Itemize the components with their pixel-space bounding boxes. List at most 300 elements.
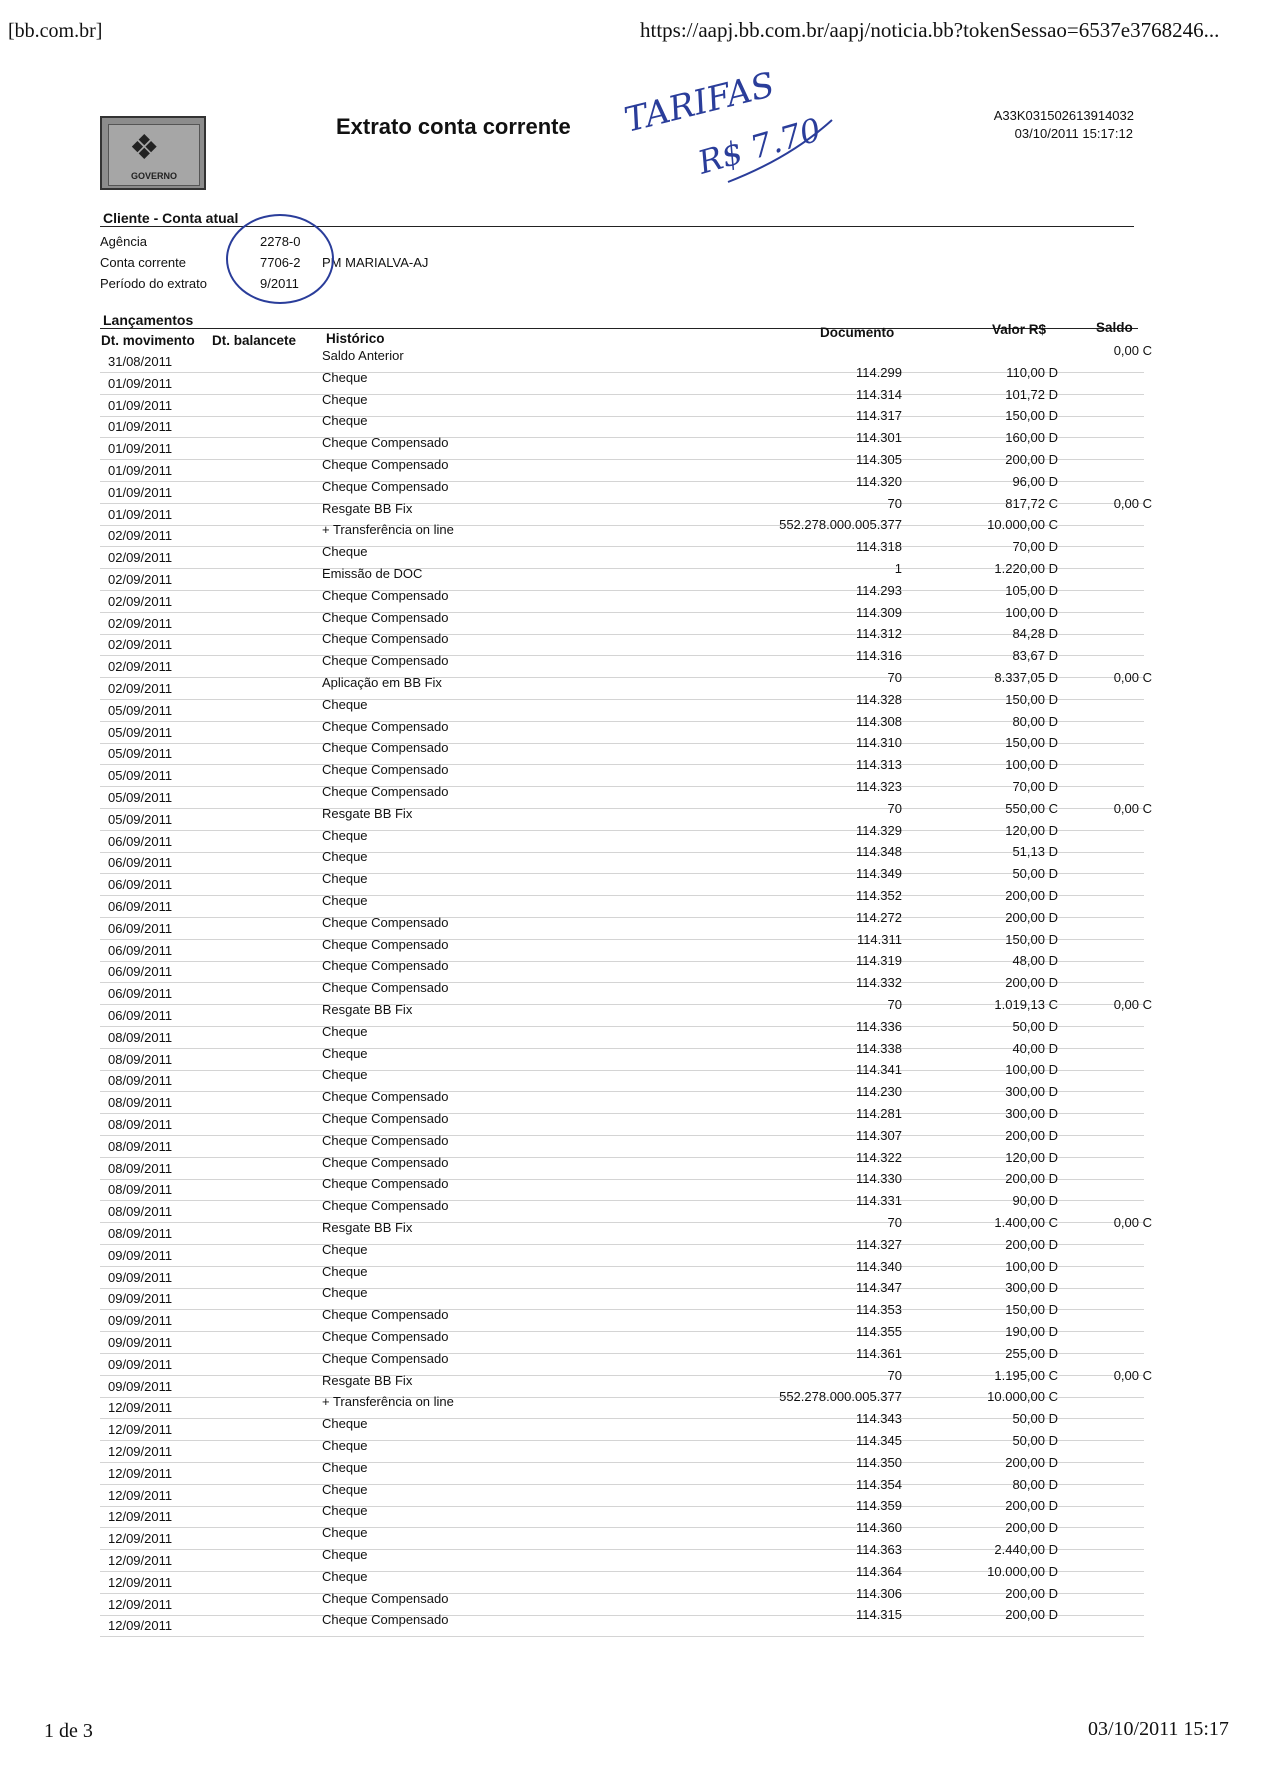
- row-date: 02/09/2011: [108, 550, 173, 566]
- row-historico: Cheque Compensado: [322, 1089, 449, 1105]
- row-documento: 114.363: [855, 1542, 902, 1557]
- table-row: [0, 1236, 1264, 1270]
- row-documento: 70: [887, 495, 902, 511]
- row-historico: Cheque: [322, 1459, 368, 1475]
- row-documento: 114.332: [855, 975, 902, 991]
- row-date: 08/09/2011: [108, 1073, 173, 1089]
- row-valor: 50,00 D: [1012, 1411, 1058, 1427]
- row-valor: 48,00 D: [1012, 953, 1058, 969]
- row-valor: 200,00 D: [1005, 1236, 1058, 1252]
- row-valor: 80,00 D: [1012, 1476, 1058, 1492]
- row-divider: [100, 939, 1144, 940]
- table-row: [0, 757, 1264, 790]
- header-dt-movimento: Dt. movimento: [101, 333, 195, 348]
- row-divider: [100, 721, 1144, 722]
- row-date: 01/09/2011: [108, 397, 173, 413]
- row-documento: 552.278.000.005.377: [779, 517, 902, 533]
- row-date: 01/09/2011: [108, 419, 173, 435]
- row-divider: [100, 1222, 1144, 1223]
- row-date: 08/09/2011: [108, 1029, 173, 1045]
- row-documento: 114.347: [855, 1280, 902, 1296]
- row-date: 02/09/2011: [108, 528, 173, 544]
- table-row: [0, 604, 1264, 638]
- table-row: [0, 1520, 1264, 1553]
- row-documento: 114.314: [855, 386, 902, 402]
- bank-logo-icon: ❖: [129, 129, 160, 167]
- row-documento: 114.327: [855, 1236, 902, 1252]
- row-date: 12/09/2011: [108, 1422, 173, 1438]
- row-valor: 105,00 D: [1005, 582, 1058, 598]
- row-documento: 114.309: [855, 604, 902, 620]
- row-historico: Cheque Compensado: [322, 958, 449, 974]
- row-documento: 114.348: [855, 844, 902, 860]
- table-row: [0, 931, 1264, 965]
- row-divider: [100, 830, 1144, 831]
- row-documento: 114.355: [855, 1324, 902, 1339]
- row-divider: [100, 503, 1144, 504]
- row-valor: 150,00 D: [1005, 691, 1058, 707]
- row-historico: Cheque Compensado: [322, 1612, 449, 1628]
- row-date: 05/09/2011: [108, 790, 173, 805]
- row-historico: + Transferência on line: [322, 522, 454, 538]
- table-row: [0, 1062, 1264, 1095]
- table-row: [0, 1542, 1264, 1575]
- row-documento: 114.301: [855, 430, 902, 446]
- row-date: 06/09/2011: [108, 986, 173, 1002]
- row-date: 06/09/2011: [108, 964, 173, 980]
- row-documento: 114.331: [855, 1193, 902, 1209]
- row-documento: 114.306: [855, 1585, 902, 1601]
- row-date: 12/09/2011: [108, 1531, 173, 1547]
- table-row: [0, 1040, 1264, 1074]
- row-date: 01/09/2011: [108, 441, 173, 457]
- row-documento: 114.341: [855, 1062, 902, 1078]
- row-historico: Cheque Compensado: [322, 478, 449, 494]
- row-valor: 200,00 D: [1005, 975, 1058, 991]
- row-historico: Cheque Compensado: [322, 1329, 449, 1344]
- row-date: 01/09/2011: [108, 375, 173, 391]
- row-date: 01/09/2011: [108, 484, 173, 500]
- row-divider: [100, 1506, 1144, 1507]
- row-valor: 50,00 D: [1012, 1433, 1058, 1448]
- row-date: 05/09/2011: [108, 702, 173, 718]
- row-historico: Cheque: [322, 849, 368, 865]
- row-date: 06/09/2011: [108, 899, 173, 914]
- table-row: [0, 1345, 1264, 1379]
- row-date: 06/09/2011: [108, 855, 173, 871]
- row-divider: [100, 481, 1144, 482]
- row-historico: Cheque Compensado: [322, 1590, 449, 1606]
- row-historico: Resgate BB Fix: [322, 1372, 413, 1388]
- row-documento: 114.338: [855, 1040, 902, 1056]
- row-divider: [100, 1135, 1144, 1136]
- row-valor: 200,00 D: [1005, 888, 1058, 903]
- row-historico: Cheque: [322, 391, 368, 407]
- table-row: [0, 1084, 1264, 1117]
- row-divider: [100, 590, 1144, 591]
- table-row: [0, 975, 1264, 1008]
- row-valor: 200,00 D: [1005, 1454, 1058, 1470]
- row-valor: 200,00 D: [1005, 1171, 1058, 1187]
- row-historico: Cheque: [322, 1023, 368, 1039]
- row-divider: [100, 1288, 1144, 1289]
- row-documento: 114.320: [855, 473, 902, 489]
- row-documento: 70: [887, 997, 902, 1012]
- row-documento: 70: [887, 670, 902, 685]
- row-historico: Emissão de DOC: [322, 566, 423, 581]
- row-divider: [100, 764, 1144, 765]
- row-divider: [100, 1113, 1144, 1114]
- row-date: 06/09/2011: [108, 877, 173, 893]
- table-row: [0, 844, 1264, 877]
- table-row: [0, 364, 1264, 398]
- row-valor: 100,00 D: [1005, 757, 1058, 773]
- header-valor: Valor R$: [992, 322, 1047, 337]
- row-documento: 114.329: [855, 822, 902, 838]
- table-row: [0, 408, 1264, 441]
- table-row: [0, 866, 1264, 899]
- row-date: 12/09/2011: [108, 1618, 173, 1634]
- row-divider: [100, 1593, 1144, 1594]
- row-historico: Cheque: [322, 696, 368, 712]
- row-date: 08/09/2011: [108, 1226, 173, 1241]
- row-valor: 1.400,00 C: [994, 1215, 1058, 1230]
- row-date: 08/09/2011: [108, 1051, 173, 1067]
- row-documento: 114.364: [855, 1563, 902, 1579]
- row-valor: 80,00 D: [1012, 713, 1058, 729]
- row-documento: 114.328: [855, 691, 902, 707]
- row-divider: [100, 786, 1144, 787]
- row-date: 12/09/2011: [108, 1465, 173, 1481]
- table-row: [0, 735, 1264, 768]
- row-valor: 300,00 D: [1005, 1106, 1058, 1121]
- table-row: [0, 953, 1264, 986]
- row-valor: 96,00 D: [1012, 473, 1058, 489]
- row-historico: Saldo Anterior: [322, 348, 404, 363]
- header-saldo: Saldo: [1096, 320, 1133, 335]
- row-historico: Cheque Compensado: [322, 435, 449, 451]
- row-valor: 150,00 D: [1005, 408, 1058, 424]
- row-historico: Cheque: [322, 1263, 368, 1279]
- row-date: 09/09/2011: [108, 1378, 173, 1394]
- header-documento: Documento: [820, 325, 895, 340]
- row-saldo: 0,00 C: [1113, 997, 1152, 1012]
- row-valor: 50,00 D: [1012, 1018, 1058, 1034]
- table-row: [0, 648, 1264, 681]
- table-row: [0, 713, 1264, 747]
- table-row: [0, 997, 1264, 1030]
- handwritten-circle: [226, 214, 334, 304]
- row-historico: Cheque Compensado: [322, 740, 449, 756]
- row-valor: 300,00 D: [1005, 1280, 1058, 1296]
- row-documento: 114.305: [855, 452, 902, 467]
- table-row: [0, 430, 1264, 463]
- row-documento: 114.281: [855, 1106, 902, 1121]
- row-divider: [100, 982, 1144, 983]
- row-documento: 114.360: [855, 1520, 902, 1536]
- row-historico: Cheque Compensado: [322, 784, 449, 799]
- row-divider: [100, 961, 1144, 962]
- table-row: [0, 909, 1264, 943]
- row-valor: 1.195,00 C: [994, 1367, 1058, 1383]
- row-documento: 114.311: [856, 931, 902, 947]
- row-valor: 90,00 D: [1012, 1193, 1058, 1209]
- row-divider: [100, 917, 1144, 918]
- row-divider: [100, 1615, 1144, 1616]
- row-divider: [100, 743, 1144, 744]
- row-valor: 150,00 D: [1005, 931, 1058, 947]
- row-valor: 2.440,00 D: [994, 1542, 1058, 1557]
- agencia-label: Agência: [100, 234, 147, 249]
- row-documento: 114.315: [855, 1607, 902, 1623]
- table-row: [0, 779, 1264, 812]
- row-saldo: 0,00 C: [1113, 1367, 1152, 1383]
- row-historico: Cheque: [322, 1241, 368, 1257]
- row-date: 01/09/2011: [108, 463, 173, 478]
- table-row: [0, 343, 1264, 376]
- row-date: 02/09/2011: [108, 637, 173, 653]
- handwritten-note-line1: TARIFAS: [620, 64, 779, 141]
- handwritten-note: [620, 62, 850, 192]
- row-historico: Cheque Compensado: [322, 457, 449, 472]
- table-row: [0, 561, 1264, 594]
- row-historico: Cheque: [322, 1416, 368, 1432]
- row-historico: Cheque Compensado: [322, 1198, 449, 1214]
- row-historico: Cheque Compensado: [322, 609, 449, 625]
- row-valor: 83,67 D: [1012, 648, 1058, 664]
- row-documento: 70: [887, 1215, 902, 1230]
- table-row: [0, 517, 1264, 550]
- row-divider: [100, 655, 1144, 656]
- row-date: 02/09/2011: [108, 615, 173, 631]
- row-divider: [100, 1157, 1144, 1158]
- bank-logo-text: GOVERNO: [130, 171, 177, 181]
- row-date: 08/09/2011: [108, 1095, 173, 1111]
- row-historico: Cheque Compensado: [322, 718, 449, 734]
- row-divider: [100, 1266, 1144, 1267]
- row-historico: Cheque Compensado: [322, 1307, 449, 1323]
- row-documento: 114.316: [855, 648, 902, 664]
- table-row: [0, 1563, 1264, 1597]
- periodo-label: Período do extrato: [100, 276, 207, 291]
- row-historico: Cheque: [322, 1503, 368, 1519]
- row-divider: [100, 1418, 1144, 1419]
- row-saldo: 0,00 C: [1113, 495, 1152, 511]
- table-row: [0, 1127, 1264, 1161]
- row-date: 08/09/2011: [108, 1182, 173, 1198]
- row-divider: [100, 416, 1144, 417]
- row-documento: 114.361: [855, 1345, 902, 1361]
- lancamentos-section-rule: [100, 328, 1138, 329]
- row-date: 05/09/2011: [108, 768, 173, 784]
- row-divider: [100, 1440, 1144, 1441]
- table-row: [0, 1433, 1264, 1466]
- row-valor: 40,00 D: [1012, 1040, 1058, 1056]
- row-divider: [100, 1484, 1144, 1485]
- print-page-number: 1 de 3: [44, 1720, 93, 1742]
- row-documento: 552.278.000.005.377: [779, 1389, 902, 1405]
- row-valor: 70,00 D: [1012, 779, 1058, 794]
- row-date: 06/09/2011: [108, 833, 173, 849]
- row-valor: 51,13 D: [1012, 844, 1058, 860]
- row-divider: [100, 1331, 1144, 1332]
- row-divider: [100, 1048, 1144, 1049]
- row-date: 08/09/2011: [108, 1138, 173, 1154]
- row-divider: [100, 1462, 1144, 1463]
- row-divider: [100, 895, 1144, 896]
- client-section-title: Cliente - Conta atual: [103, 210, 239, 226]
- row-divider: [100, 437, 1144, 438]
- row-divider: [100, 1070, 1144, 1071]
- row-divider: [100, 568, 1144, 569]
- row-date: 02/09/2011: [108, 572, 173, 587]
- row-historico: + Transferência on line: [322, 1394, 454, 1410]
- row-documento: 1: [894, 561, 902, 576]
- row-documento: 114.345: [855, 1433, 902, 1448]
- conta-label: Conta corrente: [100, 255, 186, 270]
- row-valor: 100,00 D: [1005, 1258, 1058, 1274]
- row-divider: [100, 1200, 1144, 1201]
- row-date: 12/09/2011: [108, 1553, 173, 1568]
- table-row: [0, 1411, 1264, 1444]
- row-documento: 114.322: [855, 1149, 902, 1165]
- conta-name: PM MARIALVA-AJ: [322, 255, 429, 270]
- row-valor: 101,72 D: [1005, 386, 1058, 402]
- row-date: 02/09/2011: [108, 681, 173, 696]
- row-historico: Cheque: [322, 369, 368, 385]
- row-documento: 70: [887, 800, 902, 816]
- row-divider: [100, 699, 1144, 700]
- row-documento: 114.307: [855, 1127, 902, 1143]
- row-date: 09/09/2011: [108, 1247, 173, 1263]
- row-date: 05/09/2011: [108, 811, 173, 827]
- row-historico: Cheque Compensado: [322, 1176, 449, 1192]
- row-historico: Resgate BB Fix: [322, 1002, 413, 1017]
- row-documento: 114.299: [855, 364, 902, 380]
- row-historico: Resgate BB Fix: [322, 1220, 413, 1235]
- row-valor: 160,00 D: [1005, 430, 1058, 446]
- row-divider: [100, 1026, 1144, 1027]
- table-row: [0, 1302, 1264, 1335]
- row-date: 08/09/2011: [108, 1204, 173, 1220]
- row-divider: [100, 1091, 1144, 1092]
- row-historico: Cheque: [322, 544, 368, 560]
- row-divider: [100, 634, 1144, 635]
- row-date: 09/09/2011: [108, 1356, 173, 1372]
- row-valor: 50,00 D: [1012, 866, 1058, 882]
- row-valor: 110,00 D: [1006, 364, 1058, 380]
- row-valor: 100,00 D: [1005, 1062, 1058, 1078]
- row-divider: [100, 1636, 1144, 1637]
- row-date: 12/09/2011: [108, 1444, 173, 1459]
- row-date: 12/09/2011: [108, 1509, 173, 1525]
- row-documento: 114.230: [855, 1084, 902, 1100]
- table-row: [0, 1498, 1264, 1531]
- table-row: [0, 1171, 1264, 1204]
- print-header-url: https://aapj.bb.com.br/aapj/noticia.bb?tokenSessao=6537e3768246...: [640, 18, 1220, 42]
- row-divider: [100, 1004, 1144, 1005]
- row-historico: Cheque: [322, 413, 368, 429]
- row-divider: [100, 546, 1144, 547]
- row-historico: Cheque Compensado: [322, 1111, 449, 1126]
- table-row: [0, 1280, 1264, 1313]
- bank-logo: [100, 116, 206, 190]
- row-valor: 1.220,00 D: [994, 561, 1058, 576]
- row-divider: [100, 1309, 1144, 1310]
- row-historico: Cheque: [322, 1045, 368, 1061]
- row-divider: [100, 1244, 1144, 1245]
- row-valor: 1.019,13 C: [994, 997, 1058, 1012]
- row-historico: Cheque: [322, 827, 368, 843]
- table-row: [0, 1585, 1264, 1619]
- table-row: [0, 1324, 1264, 1357]
- row-date: 09/09/2011: [108, 1313, 173, 1329]
- row-date: 02/09/2011: [108, 593, 173, 609]
- row-valor: 10.000,00 D: [987, 1563, 1058, 1579]
- row-documento: 114.272: [855, 909, 902, 925]
- row-date: 05/09/2011: [108, 746, 173, 762]
- row-valor: 300,00 D: [1005, 1084, 1058, 1100]
- row-documento: 114.359: [855, 1498, 902, 1514]
- row-divider: [100, 852, 1144, 853]
- row-saldo: 0,00 C: [1113, 1215, 1152, 1230]
- document-code: A33K031502613914032: [993, 108, 1134, 123]
- table-row: [0, 582, 1264, 616]
- row-saldo: 0,00 C: [1113, 343, 1152, 358]
- table-row: [0, 670, 1264, 703]
- row-documento: 114.310: [855, 735, 902, 751]
- row-historico: Cheque Compensado: [322, 587, 449, 603]
- row-historico: Cheque Compensado: [322, 631, 449, 647]
- row-date: 12/09/2011: [108, 1574, 173, 1590]
- row-valor: 200,00 D: [1005, 1520, 1058, 1536]
- row-valor: 200,00 D: [1005, 1498, 1058, 1514]
- row-valor: 84,28 D: [1012, 626, 1058, 642]
- row-documento: 114.330: [855, 1171, 902, 1187]
- row-valor: 200,00 D: [1005, 1607, 1058, 1623]
- table-row: [0, 1215, 1264, 1248]
- table-row: [0, 495, 1264, 529]
- row-documento: 114.323: [855, 779, 902, 794]
- row-valor: 255,00 D: [1005, 1345, 1058, 1361]
- row-date: 06/09/2011: [108, 920, 173, 936]
- row-saldo: 0,00 C: [1113, 800, 1152, 816]
- row-divider: [100, 459, 1144, 460]
- row-documento: 114.319: [855, 953, 902, 969]
- table-row: [0, 888, 1264, 921]
- row-valor: 120,00 D: [1005, 822, 1058, 838]
- row-divider: [100, 808, 1144, 809]
- row-valor: 200,00 D: [1005, 909, 1058, 925]
- table-row: [0, 1476, 1264, 1510]
- row-date: 12/09/2011: [108, 1487, 173, 1503]
- header-dt-balancete: Dt. balancete: [212, 333, 297, 348]
- table-row: [0, 1018, 1264, 1052]
- row-historico: Cheque Compensado: [322, 762, 449, 778]
- row-saldo: 0,00 C: [1113, 670, 1152, 685]
- table-row: [0, 1149, 1264, 1183]
- row-documento: 114.336: [855, 1018, 902, 1034]
- row-historico: Cheque Compensado: [322, 914, 449, 930]
- row-historico: Aplicação em BB Fix: [322, 675, 442, 690]
- row-date: 09/09/2011: [108, 1291, 173, 1307]
- row-valor: 817,72 C: [1005, 495, 1058, 511]
- table-row: [0, 1193, 1264, 1226]
- row-date: 31/08/2011: [108, 354, 173, 369]
- row-valor: 120,00 D: [1005, 1149, 1058, 1165]
- row-documento: 114.353: [855, 1302, 902, 1318]
- row-date: 09/09/2011: [108, 1269, 173, 1285]
